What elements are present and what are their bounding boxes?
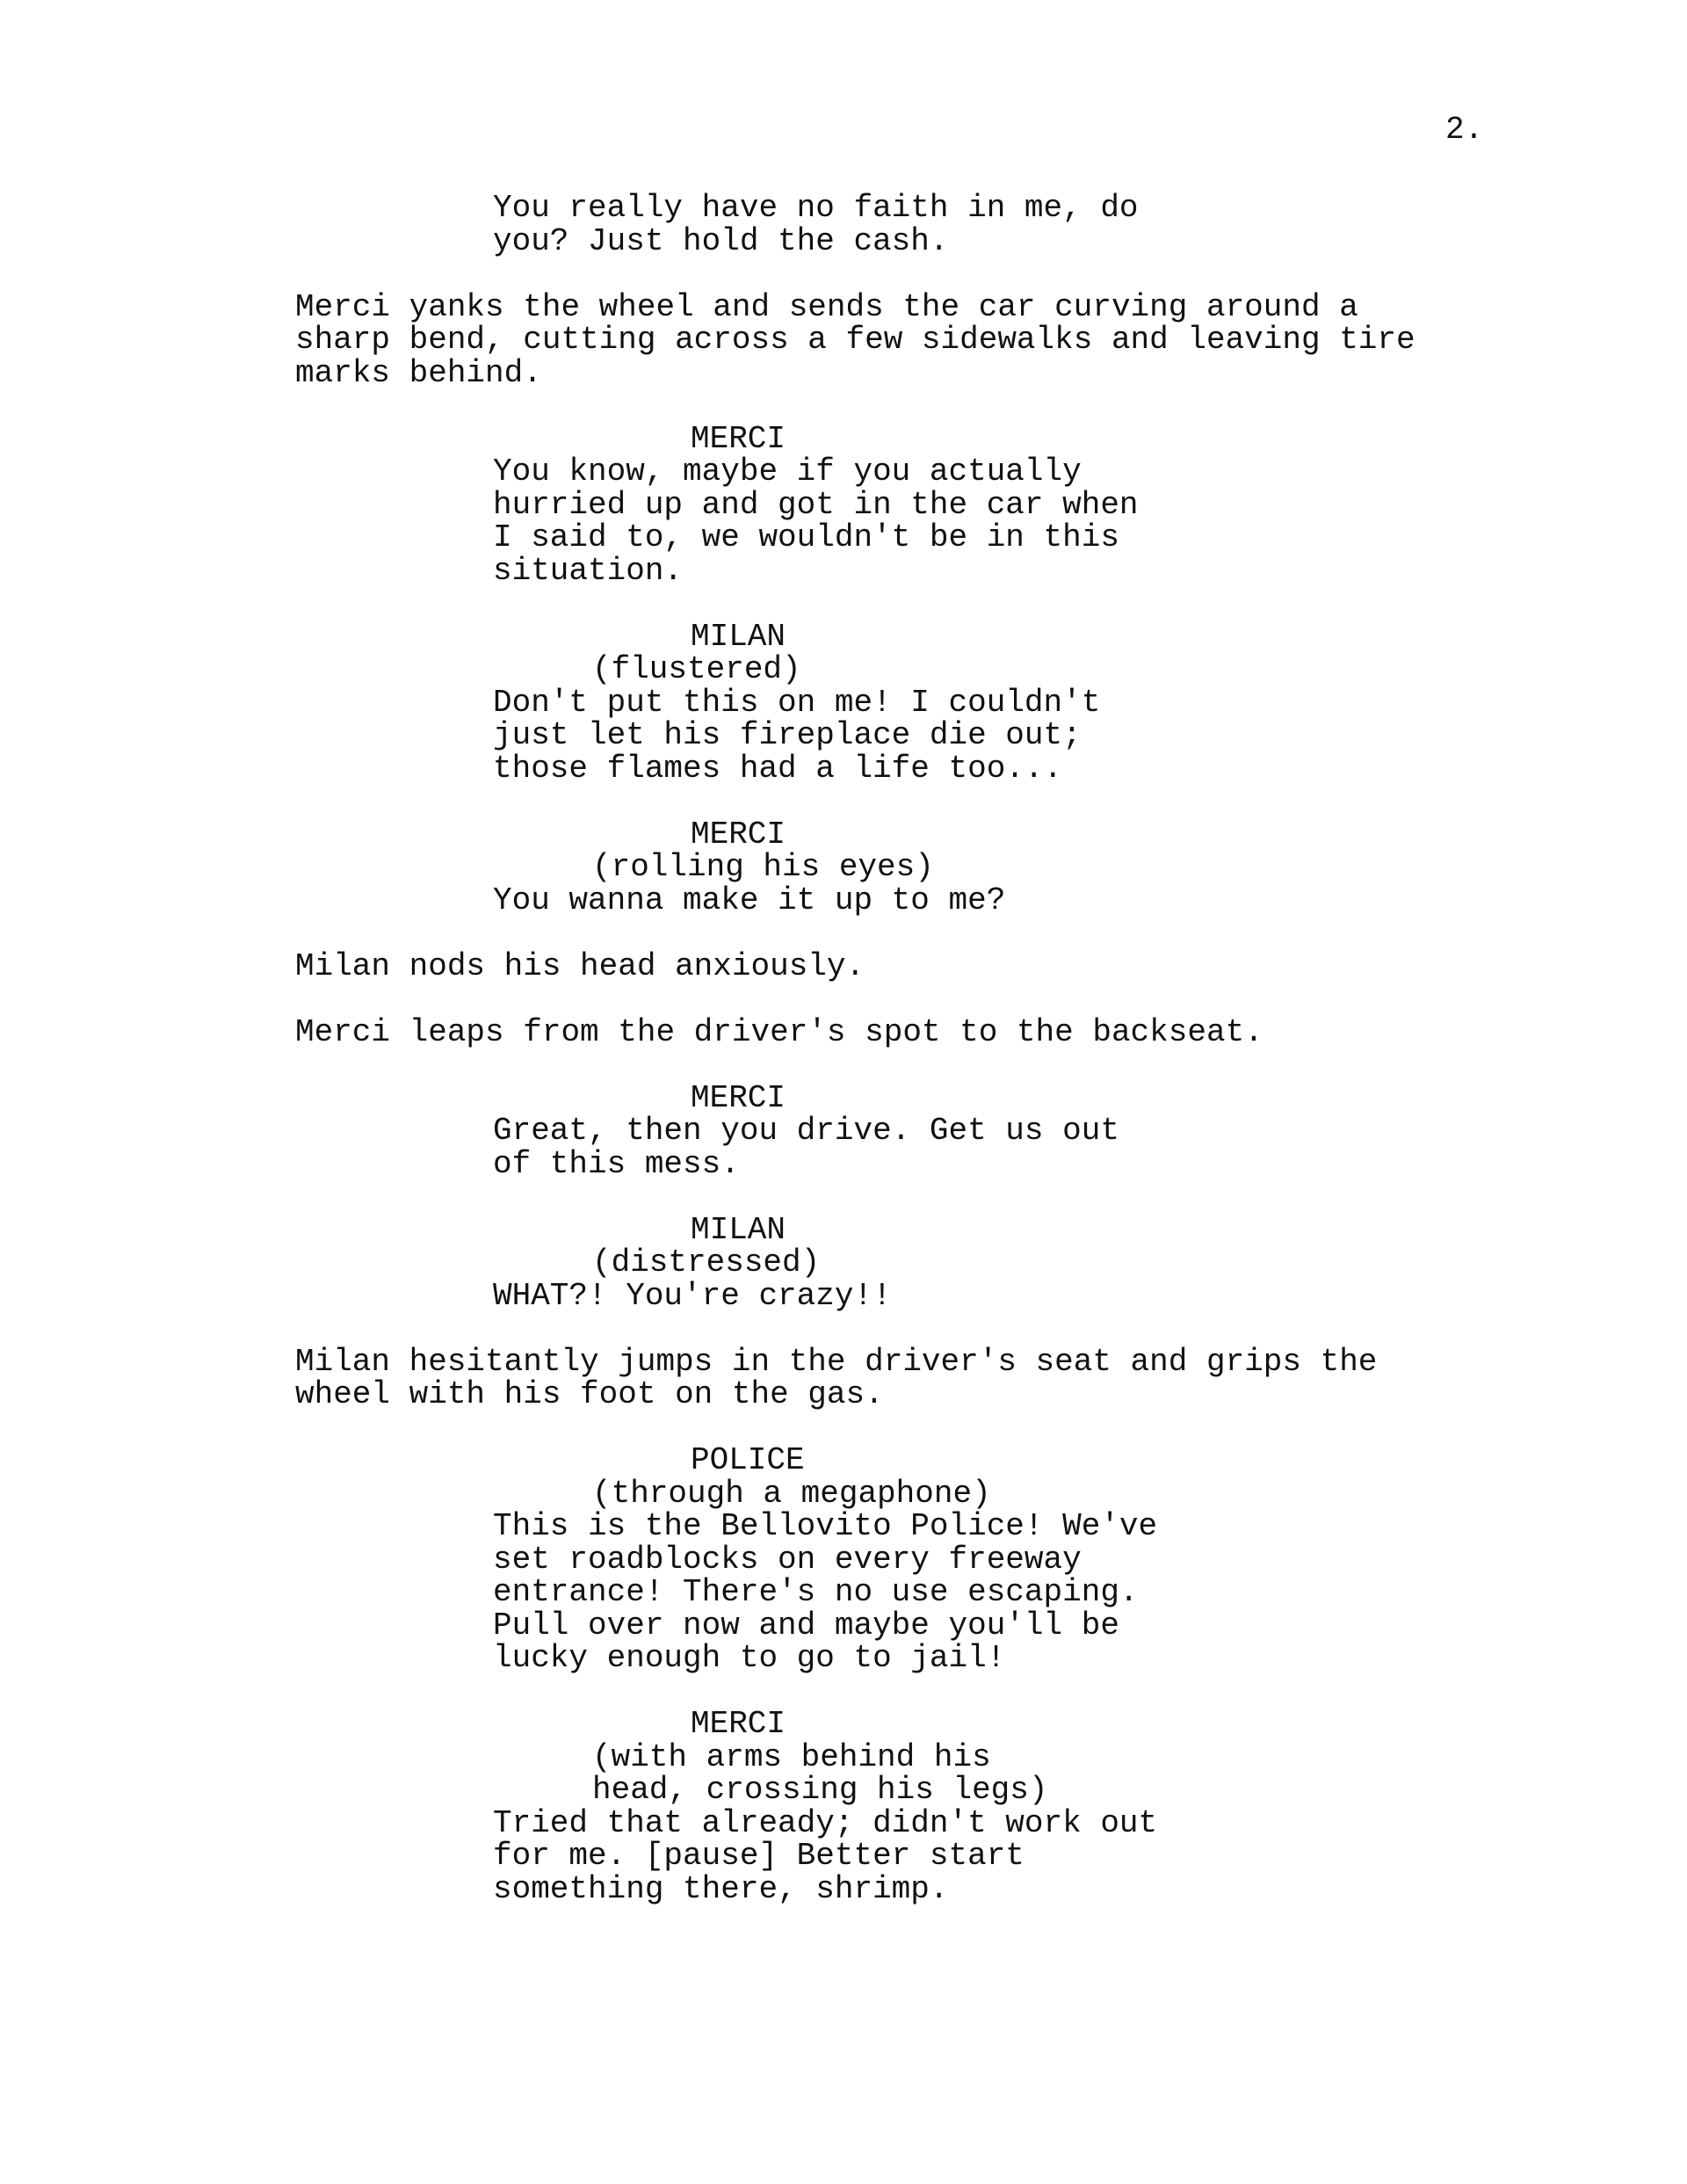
dialogue-line: lucky enough to go to jail! (493, 1640, 1006, 1676)
page-number: 2. (1445, 112, 1484, 148)
dialogue-line: of this mess. (493, 1145, 740, 1182)
dialogue-line: entrance! There's no use escaping. (493, 1574, 1139, 1610)
dialogue-line: I said to, we wouldn't be in this (493, 519, 1119, 555)
action-block (0, 1343, 1687, 1412)
character-block (0, 620, 1687, 654)
blank-line (0, 785, 1687, 818)
character-block (0, 1708, 1687, 1741)
character-line: MILAN (691, 618, 786, 655)
parenthetical-line: (rolling his eyes) (592, 849, 934, 885)
character-line: POLICE (691, 1442, 805, 1478)
character-block (0, 818, 1687, 852)
blank-line (0, 258, 1687, 291)
blank-line (0, 983, 1687, 1016)
dialogue-line: hurried up and got in the car when (493, 486, 1139, 523)
parenthetical-block (0, 1738, 1687, 1808)
dialogue-line: This is the Bellovito Police! We've (493, 1508, 1158, 1544)
action-block (0, 947, 1687, 984)
dialogue-line: for me. [pause] Better start (493, 1838, 1025, 1874)
parenthetical-line: (flustered) (592, 651, 801, 687)
dialogue-line: You really have no faith in me, do (493, 190, 1139, 226)
dialogue-line: set roadblocks on every freeway (493, 1541, 1082, 1578)
dialogue-line: You know, maybe if you actually (493, 453, 1082, 490)
blank-line (0, 917, 1687, 950)
parenthetical-block (0, 851, 1687, 884)
dialogue-line: you? Just hold the cash. (493, 222, 949, 259)
parenthetical-line: head, crossing his legs) (592, 1772, 1048, 1808)
dialogue-line: WHAT?! You're crazy!! (493, 1277, 892, 1314)
action-line: sharp bend, cutting across a few sidewalks and leaving tire (295, 322, 1415, 358)
parenthetical-line: (through a megaphone) (592, 1475, 991, 1512)
dialogue-line: just let his fireplace die out; (493, 717, 1082, 753)
action-block (0, 1013, 1687, 1050)
dialogue-line: You wanna make it up to me? (493, 882, 1006, 918)
dialogue-line: Pull over now and maybe you'll be (493, 1607, 1119, 1643)
blank-line (0, 1675, 1687, 1709)
parenthetical-block (0, 1477, 1687, 1511)
parenthetical-block (0, 653, 1687, 686)
dialogue-line: situation. (493, 552, 684, 589)
dialogue-block (0, 192, 1687, 258)
action-line: Milan nods his head anxiously. (295, 947, 865, 984)
character-block (0, 1079, 1687, 1116)
action-line: Merci yanks the wheel and sends the car curving around a (295, 288, 1358, 325)
dialogue-block (0, 884, 1687, 918)
dialogue-line: something there, shrimp. (493, 1870, 949, 1907)
blank-line (0, 389, 1687, 423)
character-line: MILAN (691, 1211, 786, 1248)
dialogue-block (0, 1114, 1687, 1180)
dialogue-block (0, 455, 1687, 587)
blank-line (0, 587, 1687, 620)
character-block (0, 420, 1687, 457)
action-line: wheel with his foot on the gas. (295, 1376, 884, 1412)
character-line: MERCI (691, 1079, 786, 1116)
parenthetical-block (0, 1246, 1687, 1280)
dialogue-line: Tried that already; didn't work out (493, 1804, 1158, 1841)
character-line: MERCI (691, 816, 786, 853)
parenthetical-line: (with arms behind his (592, 1738, 991, 1775)
character-line: MERCI (691, 1706, 786, 1742)
blank-line (0, 1411, 1687, 1445)
blank-line (0, 1048, 1687, 1082)
dialogue-line: Great, then you drive. Get us out (493, 1113, 1119, 1149)
action-block (0, 288, 1687, 391)
dialogue-block (0, 1804, 1687, 1907)
dialogue-block (0, 1510, 1687, 1675)
blank-line (0, 1312, 1687, 1346)
action-line: Merci leaps from the driver's spot to the backseat. (295, 1013, 1263, 1050)
dialogue-block (0, 686, 1687, 786)
character-block (0, 1211, 1687, 1248)
screenplay-body (0, 192, 1687, 1905)
blank-line (0, 1180, 1687, 1214)
dialogue-line: those flames had a life too... (493, 750, 1063, 787)
character-line: MERCI (691, 420, 786, 457)
dialogue-line: Don't put this on me! I couldn't (493, 684, 1101, 721)
action-line: Milan hesitantly jumps in the driver's seat and grips the (295, 1343, 1378, 1380)
character-block (0, 1444, 1687, 1477)
action-line: marks behind. (295, 354, 542, 391)
parenthetical-line: (distressed) (592, 1244, 821, 1281)
dialogue-block (0, 1277, 1687, 1314)
